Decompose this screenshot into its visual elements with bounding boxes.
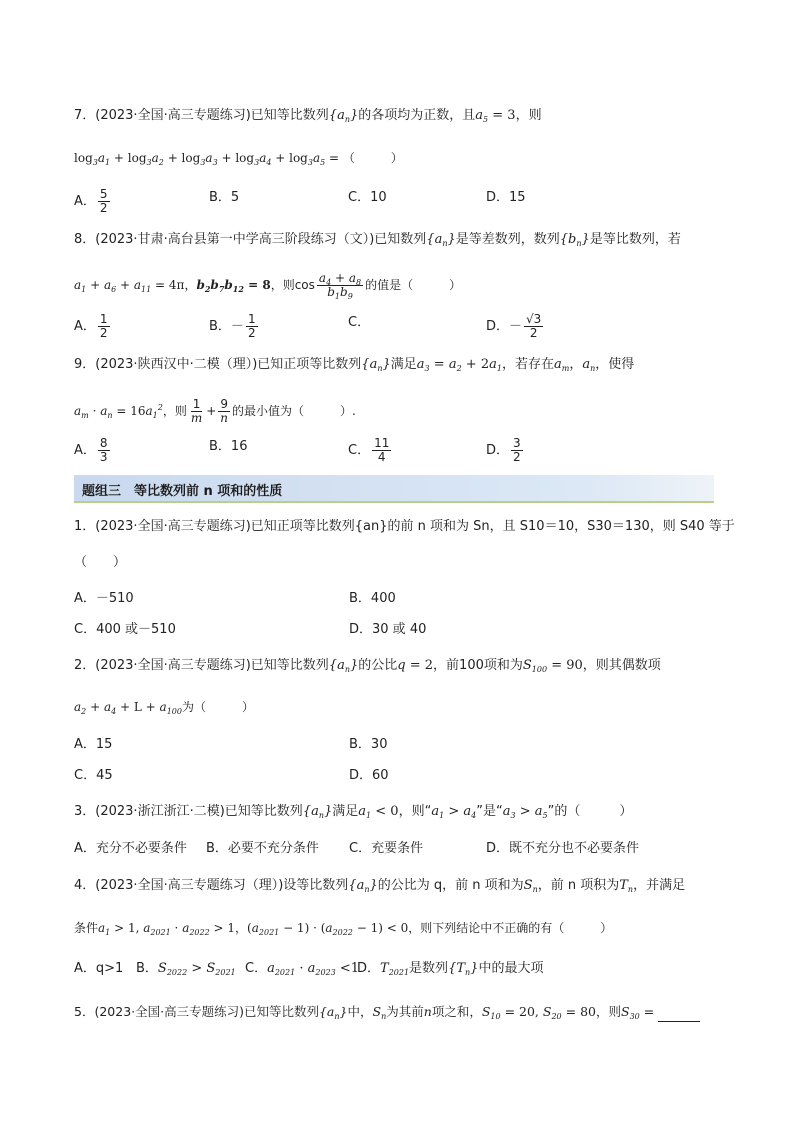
p3-option-d[interactable]: D．既不充分也不必要条件 — [486, 841, 640, 856]
question-8-stem: 8．(2023·甘肃·高台县第一中学高三阶段练习（文）)已知数列$\{a_n\}$是等差数列，数列$\{b_n\}$是等比数列，若 — [74, 232, 681, 248]
section-header: 题组三 等比数列前 n 项和的性质 — [74, 475, 714, 503]
q9-option-c[interactable]: C． $\frac{11}{4}$ — [348, 436, 390, 464]
problem-5-stem: 5．(2023·全国·高三专题练习)已知等比数列$\{a_n\}$中，$S_n$为其前n项之和，$S_{10} = 20$, $S_{20} = 80$，则$S_{30}$ = — [74, 1002, 700, 1022]
problem-3-stem: 3．(2023·浙江浙江·二模)已知等比数列$\{a_n\}$满足$a_1 < 0$，则“$a_1 > a_4$”是“$a_3 > a_5$”的（ ） — [74, 804, 633, 820]
q9-option-d[interactable]: D． $\frac{3}{2}$ — [486, 436, 521, 464]
p3-option-a[interactable]: A．充分不必要条件 — [74, 841, 187, 856]
q8-option-d[interactable]: D．－ $\frac{√3}{2}$ — [486, 312, 542, 340]
q8-option-b[interactable]: B．－ $\frac{1}{2}$ — [209, 312, 256, 340]
problem-2-stem: 2．(2023·全国·高三专题练习)已知等比数列$\{a_n\}$的公比q = 2，前100项和为$S_{100} = 90$，则其偶数项 — [74, 658, 661, 674]
p4-option-a[interactable]: A．q>1 — [74, 961, 124, 976]
p1-option-c[interactable]: C．400 或－510 — [74, 622, 176, 637]
q8-option-c[interactable]: C． — [348, 315, 371, 330]
p2-option-d[interactable]: D．60 — [349, 768, 389, 783]
q7-option-d[interactable]: D．15 — [486, 190, 526, 205]
q7-option-a[interactable]: A． $\frac{5}{2}$ — [74, 187, 108, 215]
p1-option-d[interactable]: D．30 或 40 — [349, 622, 427, 637]
question-8-condition: $a_1 + a_6 + a_{11} = 4\pi$，$b_2b_7b_{12} = 8$，则cos $\frac{a_4 + a_8}{b_1b_9}$ 的值是（ ） — [74, 271, 462, 301]
q7-option-c[interactable]: C．10 — [348, 190, 387, 205]
p3-option-b[interactable]: B．必要不充分条件 — [206, 841, 319, 856]
question-9-stem: 9．(2023·陕西汉中·二模（理）)已知正项等比数列$\{a_n\}$满足$a_3 = a_2 + 2a_1$，若存在$a_m$，$a_n$，使得 — [74, 357, 635, 373]
p2-option-c[interactable]: C．45 — [74, 768, 113, 783]
q7-option-b[interactable]: B．5 — [209, 190, 240, 205]
q9-option-a[interactable]: A． $\frac{8}{3}$ — [74, 436, 108, 464]
problem-1-paren: （ ） — [74, 555, 127, 570]
p2-option-a[interactable]: A．15 — [74, 737, 113, 752]
p2-option-b[interactable]: B．30 — [349, 737, 388, 752]
p3-option-c[interactable]: C．充要条件 — [349, 841, 424, 856]
answer-blank[interactable] — [658, 1007, 700, 1022]
p1-option-b[interactable]: B．400 — [349, 591, 396, 606]
problem-2-expression: $a_2 + a_4 + L + a_{100}$为（ ） — [74, 700, 254, 716]
q8-option-a[interactable]: A． $\frac{1}{2}$ — [74, 312, 108, 340]
problem-4-stem: 4．(2023·全国·高三专题练习（理）)设等比数列$\{a_n\}$的公比为 q，前 n 项和为$S_n$，前 n 项积为$T_n$，并满足 — [74, 878, 686, 894]
question-7-stem: 7．(2023·全国·高三专题练习)已知等比数列$\{a_n\}$的各项均为正数，且$a_5 = 3$，则 — [74, 108, 542, 124]
p4-option-d[interactable]: D．$T_{2021}$是数列$\{T_n\}$中的最大项 — [357, 961, 544, 977]
p4-option-c[interactable]: C．$a_{2021} \cdot a_{2023} <1$ — [245, 961, 360, 977]
p1-option-a[interactable]: A．－510 — [74, 591, 134, 606]
problem-4-condition: 条件$a_1 > 1$, $a_{2021} \cdot a_{2022} > 1$，$(a_{2021} - 1) \cdot (a_{2022} - 1) < 0$，则下列结论中不正确的有（ ） — [74, 921, 613, 937]
question-9-condition: $a_m \cdot a_n = 16a_1^2$，则 $\frac{1}{m}$ + $\frac{9}{n}$ 的最小值为（ ）. — [74, 397, 356, 425]
problem-1-stem: 1．(2023·全国·高三专题练习)已知正项等比数列{an}的前 n 项和为 Sn，且 S10＝10，S30＝130，则 S40 等于 — [74, 519, 735, 534]
q9-option-b[interactable]: B．16 — [209, 439, 248, 454]
p4-option-b[interactable]: B．$S_{2022} > S_{2021}$ — [136, 961, 236, 977]
question-7-expression: $\log_3a_1 + \log_3a_2 + \log_3a_3 + \log_3a_4 + \log_3a_5$ = （ ） — [74, 151, 403, 167]
